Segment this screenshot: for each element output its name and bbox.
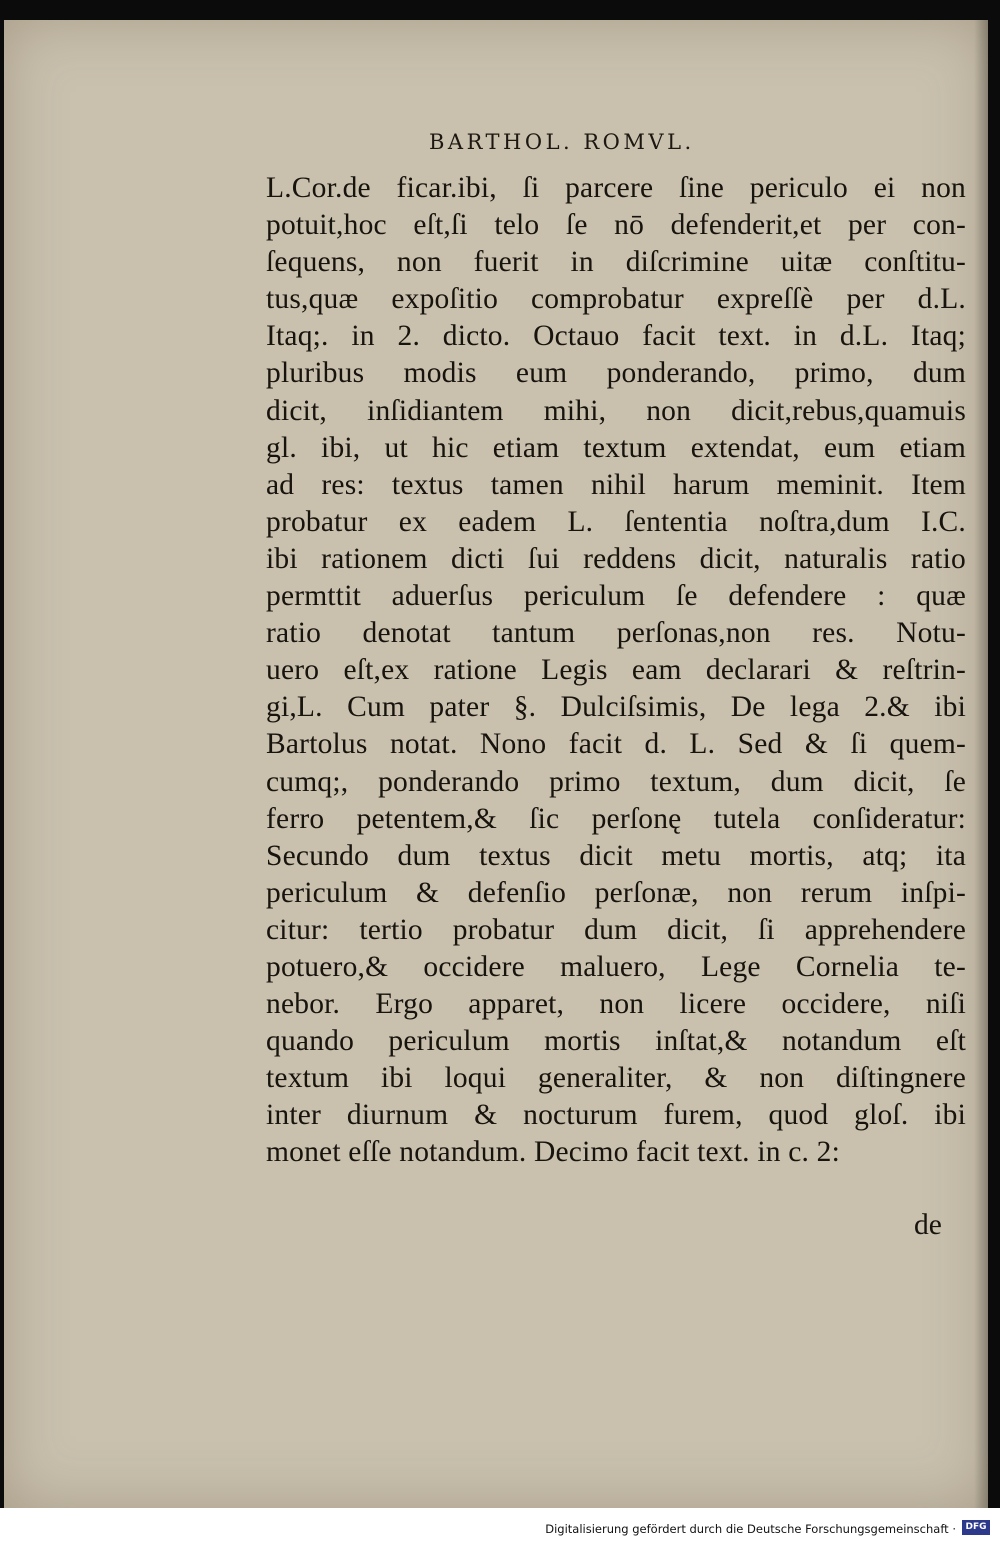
text-line: Bartolus notat. Nono facit d. L. Sed & ſi quem- xyxy=(266,728,966,761)
running-head: BARTHOL. ROMVL. xyxy=(429,130,695,154)
text-line: inter diurnum & nocturum furem, quod gloſ. ibi xyxy=(266,1099,966,1132)
text-line: L.Cor.de ficar.ibi, ſi parcere ſine periculo ei non xyxy=(266,172,966,204)
text-line: potuit,hoc eſt,ſi telo ſe nō defenderit,et per con- xyxy=(266,209,966,242)
text-line: textum ibi loqui generaliter, & non diſtingnere xyxy=(266,1062,966,1095)
body-text xyxy=(266,170,966,1172)
scanned-page xyxy=(4,20,988,1508)
text-line: ad res: textus tamen nihil harum meminit. Item xyxy=(266,468,966,501)
digitization-footer xyxy=(0,1508,1000,1546)
text-line: ratio denotat tantum perſonas,non res. Notu- xyxy=(266,617,966,650)
text-line: ſequens, non fuerit in diſcrimine uitæ conſtitu- xyxy=(266,246,966,279)
text-line: cumq;, ponderando primo textum, dum dicit, ſe xyxy=(266,765,966,798)
text-line: dicit, inſidiantem mihi, non dicit,rebus,quamuis xyxy=(266,394,966,427)
text-line: Secundo dum textus dicit metu mortis, atq; ita xyxy=(266,839,966,872)
dfg-logo: DFG xyxy=(962,1520,990,1535)
text-line: ibi rationem dicti ſui reddens dicit, naturalis ratio xyxy=(266,542,966,575)
text-line: Itaq;. in 2. dicto. Octauo facit text. in d.L. Itaq; xyxy=(266,320,966,353)
text-line: gi,L. Cum pater §. Dulciſsimis, De lega 2.& ibi xyxy=(266,691,966,724)
text-line: potuero,& occidere maluero, Lege Cornelia te- xyxy=(266,950,966,983)
text-line: monet eſſe notandum. Decimo facit text. in c. 2: xyxy=(266,1136,841,1169)
text-line: nebor. Ergo apparet, non licere occidere, niſi xyxy=(266,988,966,1021)
text-line: uero eſt,ex ratione Legis eam declarari & reſtrin- xyxy=(266,654,966,687)
text-line: gl. ibi, ut hic etiam textum extendat, eum etiam xyxy=(266,431,966,464)
text-line: permttit aduerſus periculum ſe defendere : quæ xyxy=(266,580,966,613)
text-line: citur: tertio probatur dum dicit, ſi apprehendere xyxy=(266,913,966,946)
text-line: quando periculum mortis inſtat,& notandum eſt xyxy=(266,1025,966,1058)
text-line: ferro petentem,& ſic perſonę tutela conſideratur: xyxy=(266,802,966,835)
text-line: periculum & defenſio perſonæ, non rerum inſpi- xyxy=(266,876,966,909)
text-line: probatur ex eadem L. ſententia noſtra,dum I.C. xyxy=(266,505,966,538)
footer-credit: Digitalisierung gefördert durch die Deutsche Forschungsgemeinschaft · xyxy=(545,1522,956,1536)
text-line: pluribus modis eum ponderando, primo, dum xyxy=(266,357,966,390)
text-line: tus,quæ expoſitio comprobatur expreſſè per d.L. xyxy=(266,283,966,316)
catchword: de xyxy=(914,1209,942,1241)
